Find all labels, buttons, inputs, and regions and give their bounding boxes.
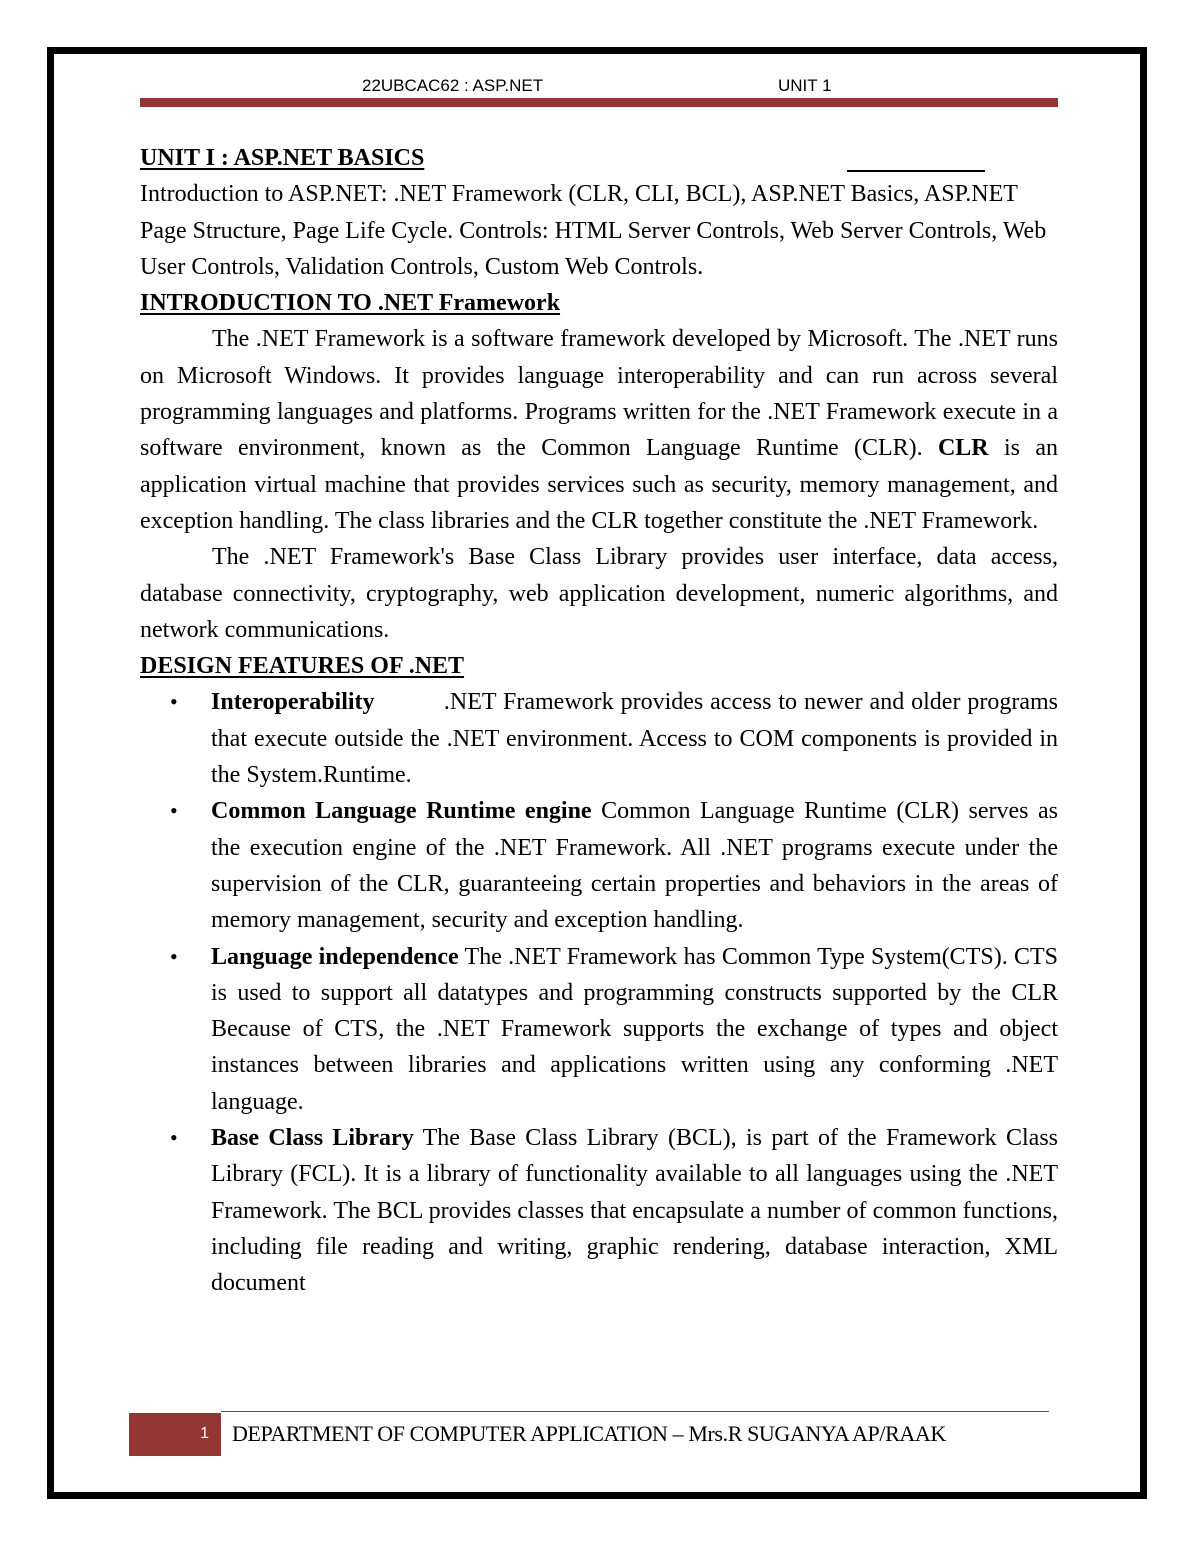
intro-heading: INTRODUCTION TO .NET Framework [140,290,561,317]
intro-paragraph-2: The .NET Framework's Base Class Library provides user interface, data access, database connectivity, cryptography, web application development, numeric algorithms, and network communications. [140,544,1058,643]
heading-blank-line [847,170,985,172]
document-body [140,140,1058,1302]
intro-p1-text-b: is an application virtual machine that provides services such as security, memory management, and exception handling. The class libraries and the CLR together constitute the .NET Framework. [140,435,1058,534]
feature-term: Common Language Runtime engine [211,798,592,825]
footer-text: DEPARTMENT OF COMPUTER APPLICATION – Mrs.R SUGANYA AP/RAAK [232,1421,946,1446]
feature-text: Common Language Runtime (CLR) serves as the execution engine of the .NET Framework. All .NET programs execute under the supervision of the CLR, guaranteeing certain properties and behaviors in the areas of memory management, security and exception handling. [211,798,1058,934]
course-code: 22UBCAC62 : ASP.NET [362,76,544,95]
feature-term: Base Class Library [211,1125,414,1152]
list-item [140,793,1058,938]
feature-text: The Base Class Library (BCL), is part of the Framework Class Library (FCL). It is a library of functionality available to all languages using the .NET Framework. The BCL provides classes that encapsulate a number of common functions, including file reading and writing, graphic rendering, database interaction, XML document [211,1125,1059,1297]
bullet-icon: • [170,943,178,969]
feature-term: Language independence [211,943,459,970]
unit-heading: UNIT I : ASP.NET BASICS [140,145,425,171]
list-item [140,939,1058,1120]
feature-text: The .NET Framework has Common Type System(CTS). CTS is used to support all datatypes and programming constructs supported by the CLR Because of CTS, the .NET Framework supports the exchange of types and object instances between libraries and applications written using any conforming .NET language. [211,943,1058,1115]
bullet-icon: • [170,798,178,824]
list-item [140,1120,1058,1301]
design-heading: DESIGN FEATURES OF .NET [140,653,465,680]
feature-list [140,684,1058,1301]
unit-heading-row [140,140,1058,176]
page-header [140,74,1058,98]
intro-p1-bold: CLR [937,435,989,462]
feature-gap [592,798,602,824]
feature-gap [414,1125,423,1151]
page-number-box [129,1413,221,1456]
footer-rule [221,1411,1049,1412]
unit-label: UNIT 1 [778,76,832,95]
bullet-icon: • [170,1125,178,1151]
header-rule [140,98,1058,107]
intro-paragraph-1 [140,321,1058,539]
feature-term: Interoperability [211,689,375,716]
page-number: 1 [200,1425,209,1442]
bullet-icon: • [170,689,178,715]
syllabus-text: Introduction to ASP.NET: .NET Framework (CLR, CLI, BCL), ASP.NET Basics, ASP.NET Page Structure, Page Life Cycle. Controls: HTML Server Controls, Web Server Controls, Web User Controls, Validation Controls, Custom Web Controls. [140,181,1047,280]
feature-text: .NET Framework provides access to newer and older programs that execute outside the .NET environment. Access to COM components is provided in the System.Runtime. [211,689,1059,789]
feature-gap [375,689,444,715]
list-item [140,684,1058,793]
intro-p1-text-a: The .NET Framework is a software framework developed by Microsoft. The .NET runs on Microsoft Windows. It provides language interoperability and can run across several programming languages and platforms. Programs written for the .NET Framework execute in a software environment, known as the Common Language Runtime (CLR). [140,326,1058,462]
